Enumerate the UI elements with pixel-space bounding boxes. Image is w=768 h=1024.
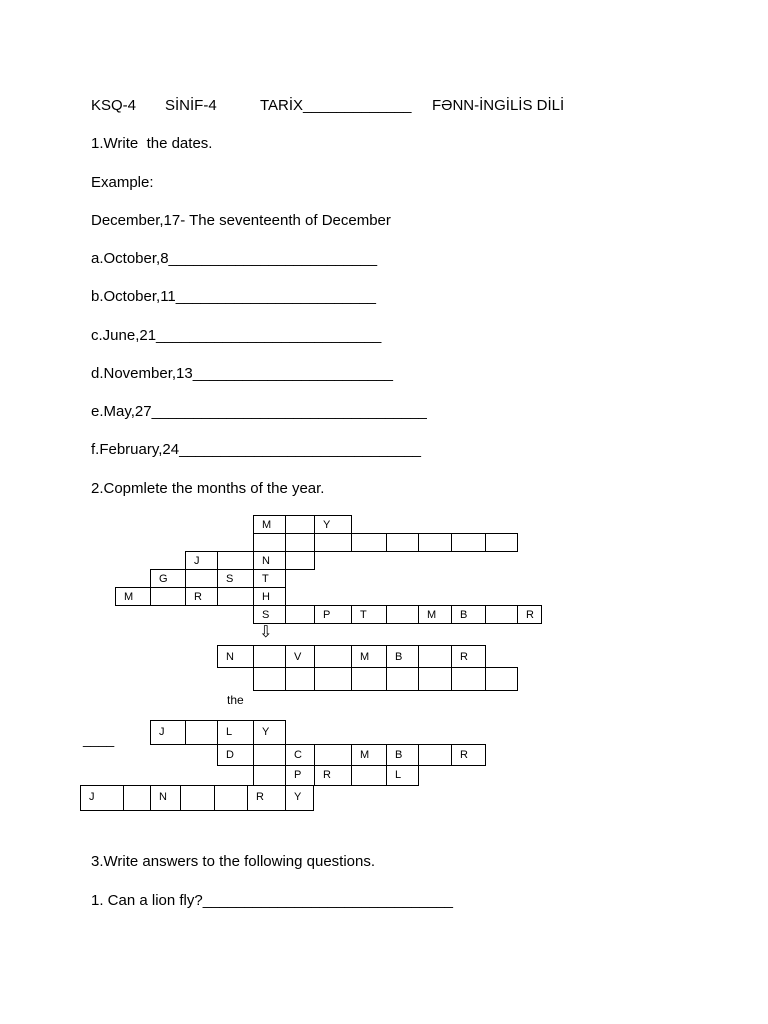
grid-cell[interactable] xyxy=(253,744,286,766)
grid-cell[interactable] xyxy=(418,667,452,691)
grid-cell[interactable]: L xyxy=(217,720,254,745)
grid-cell[interactable]: M xyxy=(253,515,286,534)
grid-cell[interactable]: N xyxy=(150,785,181,811)
grid-cell[interactable]: V xyxy=(285,645,315,668)
grid-cell[interactable] xyxy=(214,785,248,811)
grid-cell[interactable] xyxy=(386,605,419,624)
grid-cell[interactable] xyxy=(351,765,387,786)
grid-cell[interactable] xyxy=(123,785,151,811)
grid-cell[interactable] xyxy=(253,533,286,552)
grid-cell[interactable]: Y xyxy=(285,785,314,811)
header-subject: FƏNN-İNGİLİS DİLİ xyxy=(432,97,565,114)
grid-cell[interactable]: N xyxy=(217,645,254,668)
grid-cell[interactable]: S xyxy=(253,605,286,624)
grid-cell[interactable] xyxy=(314,645,352,668)
grid-cell[interactable] xyxy=(285,533,315,552)
grid-cell[interactable]: R xyxy=(185,587,218,606)
grid-cell[interactable] xyxy=(485,667,518,691)
section2-title: 2.Copmlete the months of the year. xyxy=(91,480,325,497)
grid-cell[interactable] xyxy=(351,667,387,691)
grid-cell[interactable]: P xyxy=(285,765,315,786)
grid-cell[interactable] xyxy=(485,533,518,552)
example-label: Example: xyxy=(91,174,154,191)
grid-cell[interactable]: T xyxy=(351,605,387,624)
header-class: SİNİF-4 xyxy=(165,97,217,114)
date-item-f[interactable]: f.February,24_____________________________ xyxy=(91,441,422,458)
header-date: TARİX_____________ xyxy=(260,97,412,114)
grid-cell[interactable] xyxy=(351,533,387,552)
date-item-e[interactable]: e.May,27_________________________________ xyxy=(91,403,427,420)
grid-cell[interactable]: R xyxy=(247,785,286,811)
grid-cell[interactable]: G xyxy=(150,569,186,588)
the-label: the xyxy=(227,693,244,707)
header-ksq: KSQ-4 xyxy=(91,97,137,114)
grid-cell[interactable] xyxy=(314,667,352,691)
grid-cell[interactable] xyxy=(253,645,286,668)
grid-cell[interactable]: M xyxy=(351,645,387,668)
grid-cell[interactable]: B xyxy=(386,645,419,668)
date-item-a[interactable]: a.October,8_________________________ xyxy=(91,250,378,267)
grid-cell[interactable] xyxy=(386,667,419,691)
grid-cell[interactable] xyxy=(386,533,419,552)
grid-cell[interactable] xyxy=(285,667,315,691)
grid-cell[interactable]: P xyxy=(314,605,352,624)
section3-title: 3.Write answers to the following questions. xyxy=(91,853,376,870)
grid-cell[interactable] xyxy=(180,785,215,811)
grid-cell[interactable]: H xyxy=(253,587,286,606)
grid-cell[interactable] xyxy=(485,605,518,624)
grid-cell[interactable]: M xyxy=(351,744,387,766)
grid-cell[interactable]: Y xyxy=(253,720,286,745)
grid-cell[interactable] xyxy=(418,744,452,766)
blank-line[interactable]: ____ xyxy=(83,731,115,747)
date-item-c[interactable]: c.June,21___________________________ xyxy=(91,327,382,344)
grid-cell[interactable]: J xyxy=(80,785,124,811)
grid-cell[interactable]: S xyxy=(217,569,254,588)
grid-cell[interactable]: N xyxy=(253,551,286,570)
grid-cell[interactable]: R xyxy=(517,605,542,624)
grid-cell[interactable] xyxy=(314,533,352,552)
grid-cell[interactable] xyxy=(285,551,315,570)
grid-cell[interactable]: R xyxy=(451,645,486,668)
grid-cell[interactable] xyxy=(217,551,254,570)
grid-cell[interactable] xyxy=(185,720,218,745)
grid-cell[interactable]: J xyxy=(185,551,218,570)
grid-cell[interactable]: J xyxy=(150,720,186,745)
date-item-b[interactable]: b.October,11________________________ xyxy=(91,288,376,305)
grid-cell[interactable] xyxy=(418,645,452,668)
grid-cell[interactable]: M xyxy=(115,587,151,606)
grid-cell[interactable] xyxy=(418,533,452,552)
grid-cell[interactable] xyxy=(185,569,218,588)
grid-cell[interactable]: B xyxy=(386,744,419,766)
section1-title: 1.Write the dates. xyxy=(91,135,213,152)
grid-cell[interactable]: B xyxy=(451,605,486,624)
down-arrow-icon: ⇩ xyxy=(259,624,273,641)
grid-cell[interactable] xyxy=(150,587,186,606)
question-1[interactable]: 1. Can a lion fly?______________________________ xyxy=(91,892,453,909)
grid-cell[interactable]: C xyxy=(285,744,315,766)
grid-cell[interactable]: D xyxy=(217,744,254,766)
grid-cell[interactable] xyxy=(285,605,315,624)
example-text: December,17- The seventeenth of December xyxy=(91,212,391,229)
grid-cell[interactable] xyxy=(314,744,352,766)
grid-cell[interactable] xyxy=(253,667,286,691)
grid-cell[interactable]: R xyxy=(314,765,352,786)
grid-cell[interactable]: Y xyxy=(314,515,352,534)
grid-cell[interactable] xyxy=(253,765,286,786)
grid-cell[interactable] xyxy=(451,667,486,691)
grid-cell[interactable]: M xyxy=(418,605,452,624)
date-item-d[interactable]: d.November,13________________________ xyxy=(91,365,393,382)
grid-cell[interactable] xyxy=(451,533,486,552)
grid-cell[interactable]: T xyxy=(253,569,286,588)
grid-cell[interactable]: L xyxy=(386,765,419,786)
grid-cell[interactable]: R xyxy=(451,744,486,766)
grid-cell[interactable] xyxy=(285,515,315,534)
grid-cell[interactable] xyxy=(217,587,254,606)
